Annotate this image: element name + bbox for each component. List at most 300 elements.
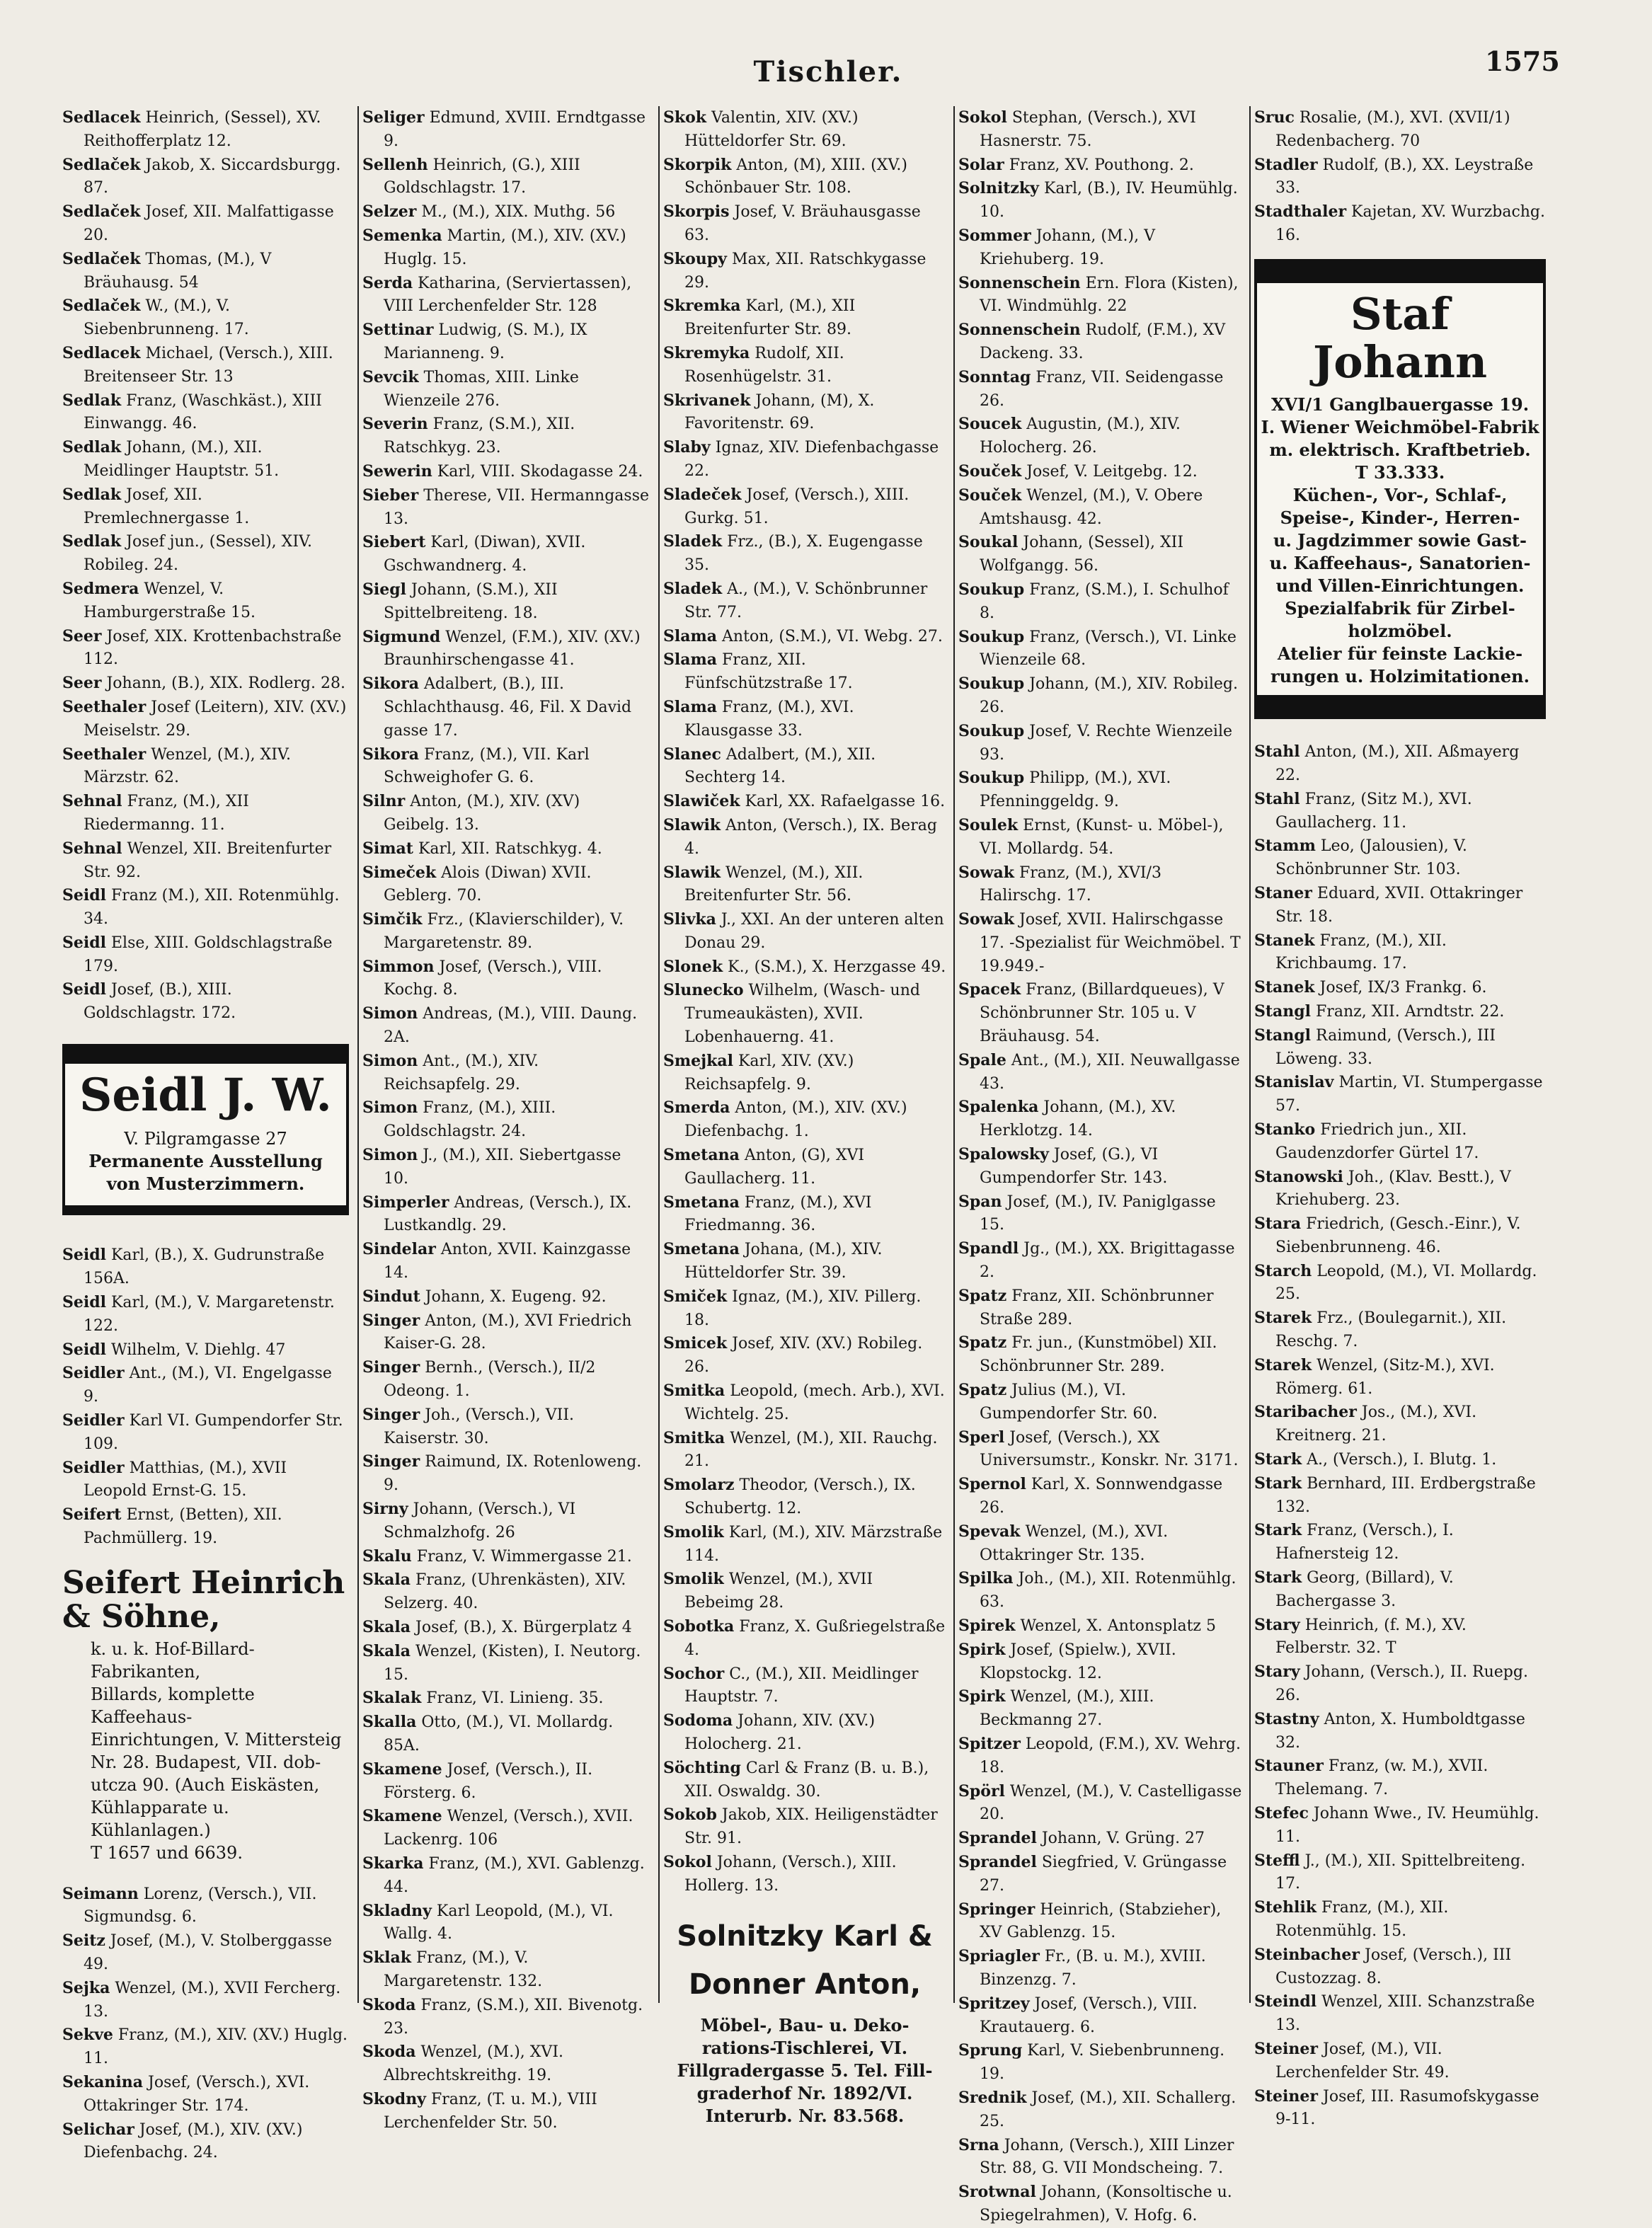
entry-details: Leo, (Jalousien), V. Schönbrunner Str. 103.	[1275, 837, 1467, 879]
entry-details: J., (M.), XII. Spittelbreiteng. 17.	[1275, 1851, 1526, 1893]
directory-entry	[1254, 1660, 1546, 1708]
entry-details: Matthias, (M.), XVII Leopold Ernst-G. 15.	[84, 1459, 287, 1500]
directory-entry	[958, 318, 1244, 366]
entry-name: Srednik	[958, 2088, 1027, 2107]
directory-entry	[62, 1362, 349, 1409]
entry-name: Sevcik	[362, 367, 419, 386]
entry-details: Martin, (M.), XIV. (XV.) Huglg. 15.	[384, 226, 626, 268]
entry-name: Stangl	[1254, 1001, 1312, 1021]
entry-details: Ant., (M.), XIV. Reichsapfelg. 29.	[384, 1052, 539, 1093]
directory-entry	[62, 696, 349, 743]
entry-name: Spernol	[958, 1475, 1026, 1494]
entry-details: Johann, (M.), XII. Meidlinger Hauptstr. 51.	[84, 439, 280, 480]
entry-details: Katharina, (Serviertassen), VIII Lerchenfelder Str. 128	[384, 274, 632, 316]
directory-entry	[62, 436, 349, 483]
directory-entry	[362, 318, 649, 366]
directory-entry	[362, 224, 649, 272]
entry-name: Smetana	[663, 1193, 740, 1212]
entry-name: Stahl	[1254, 789, 1300, 808]
entry-details: Johann, (Versch.), XIII. Hollerg. 13.	[684, 1853, 897, 1895]
entry-details: Karl Leopold, (M.), VI. Wallg. 4.	[384, 1902, 614, 1943]
entry-details: Karl, XIV. (XV.) Reichsapfelg. 9.	[684, 1052, 854, 1093]
entry-details: Wenzel, X. Antonsplatz 5	[1020, 1617, 1217, 1635]
ad-border-bar	[1257, 262, 1543, 283]
directory-entry	[663, 648, 946, 696]
directory-entry	[362, 484, 649, 532]
directory-entry	[362, 2088, 649, 2135]
directory-entry	[362, 1805, 649, 1852]
directory-entry	[62, 578, 349, 625]
entry-name: Stadler	[1254, 155, 1318, 174]
entry-name: Stauner	[1254, 1757, 1324, 1776]
entry-name: Siegl	[362, 580, 406, 599]
entry-details: Johann, V. Grüng. 27	[1041, 1830, 1205, 1848]
entry-details: Anton, (M.), XIV. (XV) Geibelg. 13.	[384, 793, 580, 834]
directory-entry	[362, 1403, 649, 1451]
entry-list	[62, 1883, 349, 2166]
entry-name: Smolarz	[663, 1476, 735, 1495]
directory-entry	[1254, 1755, 1546, 1802]
directory-entry	[663, 1238, 946, 1285]
entry-name: Souček	[958, 461, 1022, 481]
directory-entry	[663, 1663, 946, 1710]
entry-details: Karl, (M.), XIV. Märzstraße 114.	[684, 1523, 943, 1565]
directory-entry	[958, 1285, 1244, 1332]
directory-entry	[362, 743, 649, 791]
entry-details: Josef, V. Leitgebg. 12.	[1026, 462, 1198, 481]
entry-details: Wenzel, (M.), XVI. Albrechtskreithg. 19.	[384, 2043, 563, 2085]
entry-name: Sonntag	[958, 367, 1031, 386]
entry-name: Seidl	[62, 933, 106, 952]
entry-details: Franz, (S.M.), XII. Ratschkyg. 23.	[384, 415, 575, 457]
entry-name: Sigmund	[362, 627, 441, 646]
entry-details: Franz, (M.), XIII. Goldschlagstr. 24.	[384, 1099, 556, 1141]
directory-entry	[1254, 2038, 1546, 2085]
directory-entry	[62, 248, 349, 295]
entry-details: Jakob, XIX. Heiligenstädter Str. 91.	[684, 1806, 938, 1848]
entry-details: Carl & Franz (B. u. B.), XII. Oswaldg. 30.	[684, 1759, 929, 1801]
entry-name: Sikora	[362, 674, 420, 694]
directory-entry	[958, 861, 1244, 909]
entry-details: Frz., (B.), X. Eugengasse 35.	[684, 533, 923, 575]
entry-details: Josef, (Versch.), II. Försterg. 6.	[384, 1760, 593, 1802]
entry-name: Seidl	[62, 980, 106, 999]
directory-entry	[958, 224, 1244, 272]
directory-entry	[1254, 1472, 1546, 1520]
entry-name: Skrivanek	[663, 391, 751, 410]
directory-entry	[663, 1285, 946, 1333]
entry-name: Seitz	[62, 1931, 105, 1951]
entry-details: Anton, XVII. Kainzgasse 14.	[384, 1241, 631, 1282]
entry-details: Thomas, XIII. Linke Wienzeile 276.	[384, 368, 579, 410]
entry-details: Heinrich, (Sessel), XV. Reithofferplatz 12.	[84, 109, 321, 150]
entry-name: Spalenka	[958, 1098, 1039, 1117]
directory-entry	[958, 1520, 1244, 1568]
entry-name: Sowak	[958, 910, 1014, 929]
entry-details: Karl, XX. Rafaelgasse 16.	[745, 793, 946, 811]
entry-details: Karl, V. Siebenbrunneng. 19.	[980, 2042, 1225, 2084]
directory-entry	[958, 1733, 1244, 1780]
directory-entry	[362, 578, 649, 626]
entry-details: Josef, III. Rasumofskygasse 9-11.	[1275, 2087, 1539, 2129]
directory-entry	[663, 1191, 946, 1239]
entry-details: Ant., (M.), XII. Neuwallgasse 43.	[980, 1051, 1240, 1093]
directory-entry	[362, 1568, 649, 1616]
entry-name: Sklak	[362, 1948, 411, 1968]
entry-name: Semenka	[362, 226, 442, 245]
ad-firm-name: Seifert Heinrich & Söhne,	[62, 1564, 345, 1636]
entry-details: Max, XII. Ratschkygasse 29.	[684, 250, 927, 292]
entry-details: Joh., (Klav. Bestt.), V Kriehuberg. 23.	[1275, 1168, 1511, 1210]
entry-details: Franz, (M.), VII. Karl Schweighofer G. 6.	[384, 745, 590, 787]
directory-entry	[663, 1568, 946, 1615]
entry-name: Spilka	[958, 1569, 1014, 1588]
entry-name: Spatz	[958, 1333, 1007, 1353]
entry-name: Seidl	[62, 1246, 106, 1265]
directory-entry	[663, 342, 946, 389]
entry-name: Sedlacek	[62, 108, 141, 127]
directory-entry	[663, 1803, 946, 1851]
ad-text-line: Atelier für feinste Lackie-	[1277, 643, 1523, 665]
entry-details: Wenzel, (Sitz-M.), XVI. Römerg. 61.	[1275, 1356, 1495, 1398]
entry-name: Sedlaček	[62, 202, 141, 222]
entry-name: Spevak	[958, 1522, 1021, 1541]
entry-name: Stara	[1254, 1215, 1302, 1234]
directory-entry	[1254, 1448, 1546, 1472]
entry-name: Spritzey	[958, 1994, 1030, 2013]
entry-name: Simon	[362, 1051, 418, 1070]
directory-entry	[62, 1457, 349, 1504]
entry-name: Stanko	[1254, 1120, 1316, 1139]
entry-name: Seidl	[62, 886, 106, 905]
entry-details: Heinrich, (Stabzieher), XV Gablenzg. 15.	[980, 1900, 1222, 1942]
entry-name: Stark	[1254, 1568, 1302, 1587]
entry-name: Stark	[1254, 1450, 1302, 1469]
ad-text: von Musterzimmern.	[106, 1173, 305, 1195]
entry-details: Franz, (M.), XII Riedermanng. 11.	[84, 793, 249, 834]
entry-name: Smitka	[663, 1428, 725, 1447]
entry-name: Slawik	[663, 815, 721, 834]
entry-details: Kajetan, XV. Wurzbachg. 16.	[1275, 203, 1546, 244]
entry-name: Soulek	[958, 815, 1019, 834]
entry-name: Simperler	[362, 1193, 449, 1212]
directory-entry	[1254, 1260, 1546, 1307]
entry-name: Sowak	[958, 863, 1014, 882]
directory-entry	[1254, 1802, 1546, 1849]
column-divider	[1249, 106, 1251, 2003]
entry-list	[1254, 106, 1546, 248]
entry-details: Josef, (M.), VII. Lerchenfelder Str. 49.	[1275, 2040, 1450, 2081]
entry-details: Josef, V. Rechte Wienzeile 93.	[980, 722, 1233, 764]
entry-details: Franz, (M.), XII. Rotenmühlg. 15.	[1275, 1899, 1449, 1940]
directory-entry	[62, 2071, 349, 2118]
entry-details: Josef, (B.), XIII. Goldschlagstr. 172.	[84, 981, 236, 1023]
directory-entry	[958, 578, 1244, 626]
directory-entry	[958, 1096, 1244, 1143]
entry-details: Rudolf, XII. Rosenhügelstr. 31.	[684, 344, 844, 386]
entry-details: Leopold, (F.M.), XV. Wehrg. 18.	[980, 1735, 1241, 1776]
entry-name: Sedmera	[62, 579, 139, 598]
entry-details: Josef jun., (Sessel), XIV. Robileg. 24.	[84, 533, 313, 575]
entry-details: Fr., (B. u. M.), XVIII. Binzenzg. 7.	[980, 1948, 1206, 1989]
entry-details: Anton, (M.), XIV. (XV.) Diefenbachg. 1.	[684, 1099, 907, 1141]
directory-entry	[958, 1898, 1244, 1946]
entry-details: Josef, (M.), XII. Schallerg. 25.	[980, 2089, 1237, 2130]
directory-entry	[663, 1427, 946, 1474]
entry-details: Heinrich, (f. M.), XV. Felberstr. 32. T	[1275, 1616, 1467, 1658]
directory-entry	[958, 1379, 1244, 1426]
directory-entry	[362, 531, 649, 578]
entry-details: Anton, (M.), XII. Aßmayerg 22.	[1275, 743, 1520, 784]
entry-details: Adalbert, (M.), XII. Sechterg 14.	[684, 745, 876, 787]
entry-details: Franz, (T. u. M.), VIII Lerchenfelder Str. 50.	[384, 2090, 597, 2132]
directory-entry	[362, 1498, 649, 1545]
entry-details: Franz, (Sitz M.), XVI. Gaullacherg. 11.	[1275, 790, 1472, 832]
directory-entry	[362, 1285, 649, 1309]
entry-name: Sedlak	[62, 532, 122, 551]
entry-details: Franz, (Billardqueues), V Schönbrunner Str. 105 u. V Bräuhausg. 54.	[980, 981, 1224, 1046]
entry-details: Friedrich jun., XII. Gaudenzdorfer Gürtel 17.	[1275, 1120, 1479, 1162]
directory-entry	[62, 884, 349, 931]
directory-entry	[663, 1521, 946, 1568]
directory-entry	[663, 154, 946, 201]
entry-name: Skladny	[362, 1901, 432, 1920]
directory-entry	[958, 366, 1244, 413]
entry-details: Josef, V. Bräuhausgasse 63.	[684, 203, 921, 244]
entry-name: Stangl	[1254, 1026, 1312, 1045]
entry-name: Skamene	[362, 1807, 442, 1826]
entry-details: K., (S.M.), X. Herzgasse 49.	[728, 958, 946, 976]
directory-entry	[362, 1238, 649, 1285]
directory-entry	[663, 294, 946, 342]
entry-details: Karl, (Diwan), XVII. Gschwandnerg. 4.	[384, 534, 586, 575]
directory-entry	[362, 908, 649, 955]
entry-details: Anton, (S.M.), VI. Webg. 27.	[722, 627, 943, 645]
entry-details: Franz, X. Gußriegelstraße 4.	[684, 1618, 946, 1659]
directory-entry	[958, 720, 1244, 767]
directory-entry	[362, 272, 649, 319]
directory-entry	[1254, 106, 1546, 154]
directory-entry	[1254, 1354, 1546, 1401]
entry-details: Johann, (Versch.), VI Schmalzhofg. 26	[384, 1500, 576, 1541]
entry-details: Johann, (M.), XV. Herklotzg. 14.	[980, 1098, 1176, 1140]
entry-name: Sruc	[1254, 108, 1295, 127]
entry-name: Seer	[62, 674, 102, 693]
entry-name: Soukup	[958, 769, 1025, 788]
directory-entry	[62, 837, 349, 885]
entry-name: Starek	[1254, 1309, 1312, 1328]
entry-details: Franz, (w. M.), XVII. Thelemang. 7.	[1275, 1757, 1488, 1799]
entry-name: Sedlacek	[62, 343, 141, 362]
directory-entry	[362, 790, 649, 837]
entry-name: Slawik	[663, 863, 721, 882]
directory-entry	[1254, 929, 1546, 977]
entry-details: Karl, (M.), V. Margaretenstr. 122.	[84, 1294, 335, 1335]
entry-name: Slunecko	[663, 981, 744, 1000]
directory-entry	[958, 1190, 1244, 1238]
entry-details: Franz, (M.), XVI. Klausgasse 33.	[684, 698, 854, 740]
entry-name: Stanislav	[1254, 1073, 1334, 1092]
entry-details: Franz, (Waschkäst.), XIII Einwangg. 46.	[84, 391, 322, 433]
entry-name: Selichar	[62, 2120, 134, 2139]
entry-name: Slawiček	[663, 792, 740, 811]
entry-name: Smicek	[663, 1334, 728, 1353]
directory-entry	[958, 1473, 1244, 1520]
directory-entry	[362, 1852, 649, 1900]
directory-entry	[958, 626, 1244, 673]
entry-details: Georg, (Billard), V. Bachergasse 3.	[1275, 1569, 1454, 1610]
entry-name: Soukup	[958, 721, 1025, 740]
entry-name: Sonnenschein	[958, 273, 1081, 292]
entry-name: Stahl	[1254, 742, 1300, 762]
entry-name: Selzer	[362, 202, 417, 222]
entry-details: Michael, (Versch.), XIII. Breitenseer Str. 13	[84, 344, 333, 386]
entry-details: Josef, (M.), V. Stolberggasse 49.	[84, 1932, 333, 1973]
entry-details: Franz, (M.), XVI Friedmanng. 36.	[684, 1193, 872, 1235]
ad-address: V. Pilgramgasse 27	[124, 1129, 287, 1149]
entry-name: Sekve	[62, 2026, 113, 2045]
entry-name: Spacek	[958, 980, 1021, 999]
entry-name: Seidler	[62, 1411, 125, 1430]
directory-entry	[362, 1994, 649, 2041]
ad-text-line: Fillgradergasse 5. Tel. Fill-	[677, 2060, 933, 2081]
directory-entry	[1254, 1708, 1546, 1755]
entry-details: Franz, (M.), XII. Krichbaumg. 17.	[1275, 931, 1447, 973]
entry-details: Karl, XII. Ratschkyg. 4.	[418, 839, 602, 858]
entry-name: Sehnal	[62, 839, 122, 858]
entry-details: Josef, (M.), XIV. (XV.) Diefenbachg. 24.	[84, 2120, 303, 2162]
entry-name: Skala	[362, 1618, 411, 1636]
entry-details: Josef, (Versch.), XVI. Ottakringer Str. 174.	[84, 2073, 310, 2115]
entry-name: Sladek	[663, 532, 723, 551]
entry-details: Johann Wwe., IV. Heumühlg. 11.	[1275, 1805, 1539, 1846]
entry-details: Johann, (Versch.), II. Ruepg. 26.	[1275, 1663, 1528, 1705]
entry-details: Ern. Flora (Kisten), VI. Windmühlg. 22	[980, 274, 1239, 316]
directory-entry	[362, 1758, 649, 1805]
directory-entry	[663, 1332, 946, 1379]
directory-entry	[663, 979, 946, 1049]
directory-entry	[362, 106, 649, 154]
directory-entry	[362, 1900, 649, 1947]
entry-details: Franz, V. Wimmergasse 21.	[416, 1547, 632, 1566]
entry-details: Johann, (Sessel), XII Wolfgangg. 56.	[980, 534, 1184, 575]
entry-name: Stamm	[1254, 837, 1316, 856]
entry-details: Frz., (Boulegarnit.), XII. Reschg. 7.	[1275, 1309, 1507, 1351]
directory-entry	[362, 955, 649, 1003]
entry-name: Skorpis	[663, 202, 730, 222]
entry-details: Josef, (Versch.), XIII. Gurkg. 51.	[684, 486, 910, 527]
entry-details: Otto, (M.), VI. Mollardg. 85A.	[384, 1713, 614, 1755]
entry-name: Smetana	[663, 1240, 740, 1259]
entry-details: Heinrich, (G.), XIII Goldschlagstr. 17.	[384, 156, 580, 197]
entry-name: Söchting	[663, 1758, 741, 1777]
ad-text-line: Nr. 28. Budapest, VII. dob-	[91, 1752, 321, 1772]
directory-entry	[958, 154, 1244, 178]
entry-name: Seliger	[362, 108, 425, 127]
entry-details: Adalbert, (B.), III. Schlachthausg. 46, Fil. X David gasse 17.	[384, 675, 632, 740]
entry-name: Staner	[1254, 883, 1312, 902]
column-4	[958, 106, 1244, 2224]
entry-details: Johann, (Konsoltische u. Spiegelrahmen), V. Hofg. 6.	[980, 2183, 1232, 2224]
entry-details: Leopold, (M.), VI. Mollardg. 25.	[1275, 1262, 1537, 1304]
ad-text-line: m. elektrisch. Kraftbetrieb.	[1269, 440, 1531, 461]
entry-name: Simmon	[362, 957, 435, 976]
entry-name: Stary	[1254, 1663, 1300, 1682]
entry-details: Franz, VII. Seidengasse 26.	[980, 368, 1224, 410]
directory-entry	[362, 1356, 649, 1403]
entry-details: Karl, VIII. Skodagasse 24.	[437, 462, 643, 481]
entry-details: Johann, (M), X. Favoritenstr. 69.	[684, 391, 875, 433]
entry-details: Ernst, (Betten), XII. Pachmüllerg. 19.	[84, 1506, 282, 1548]
entry-list	[1254, 740, 1546, 2132]
entry-details: Johann, (M.), V Kriehuberg. 19.	[980, 226, 1155, 268]
entry-name: Sodoma	[663, 1711, 733, 1730]
directory-entry	[958, 1780, 1244, 1827]
directory-entry	[62, 200, 349, 248]
directory-entry	[62, 294, 349, 342]
entry-details: Franz, XII. Arndtstr. 22.	[1316, 1002, 1505, 1021]
directory-entry	[1254, 1990, 1546, 2038]
entry-name: Sellenh	[362, 155, 428, 174]
entry-name: Solnitzky	[958, 179, 1039, 198]
entry-name: Sladek	[663, 579, 723, 598]
entry-name: Singer	[362, 1358, 420, 1377]
directory-entry	[958, 766, 1244, 814]
entry-name: Singer	[362, 1405, 420, 1424]
entry-name: Stehlik	[1254, 1898, 1317, 1917]
directory-entry	[362, 1050, 649, 1097]
entry-name: Sejka	[62, 1978, 110, 1997]
directory-entry	[62, 106, 349, 154]
entry-details: Wenzel, (M.), XVII Fercherg. 13.	[84, 1979, 341, 2021]
entry-details: C., (M.), XII. Meidlinger Hauptstr. 7.	[684, 1665, 919, 1706]
directory-entry	[362, 1191, 649, 1239]
ad-lines	[1257, 394, 1543, 688]
directory-entry	[958, 1945, 1244, 1992]
directory-entry	[362, 1545, 649, 1569]
entry-name: Slonek	[663, 957, 723, 976]
directory-entry	[663, 1615, 946, 1663]
directory-entry	[663, 200, 946, 248]
directory-entry	[362, 1640, 649, 1687]
entry-details: Josef, (Spielw.), XVII. Klopstockg. 12.	[980, 1641, 1176, 1682]
directory-entry	[362, 1616, 649, 1640]
directory-entry	[362, 1309, 649, 1357]
entry-details: Wenzel, (M.), V. Castelligasse 20.	[980, 1782, 1242, 1824]
entry-list	[958, 106, 1244, 2228]
entry-name: Steinbacher	[1254, 1945, 1360, 1964]
entry-details: Anton, (M.), XVI Friedrich Kaiser-G. 28.	[384, 1311, 632, 1353]
entry-name: Stary	[1254, 1615, 1300, 1634]
entry-name: Skodny	[362, 2089, 426, 2108]
directory-entry	[663, 908, 946, 955]
entry-name: Stefec	[1254, 1804, 1309, 1823]
entry-details: Ignaz, (M.), XIV. Pillerg. 18.	[684, 1287, 922, 1329]
entry-name: Serda	[362, 273, 413, 292]
entry-name: Spale	[958, 1050, 1006, 1069]
directory-entry	[663, 814, 946, 861]
column-3	[663, 106, 946, 2126]
directory-entry	[62, 1503, 349, 1551]
entry-list	[62, 1244, 349, 1550]
directory-entry	[958, 413, 1244, 460]
ad-text-line: XVI/1 Ganglbauergasse 19.	[1270, 394, 1530, 415]
directory-entry	[362, 672, 649, 742]
entry-name: Soukup	[958, 627, 1025, 646]
directory-entry	[958, 272, 1244, 319]
directory-entry	[1254, 1566, 1546, 1614]
entry-details: Johana, (M.), XIV. Hütteldorfer Str. 39.	[684, 1241, 883, 1282]
